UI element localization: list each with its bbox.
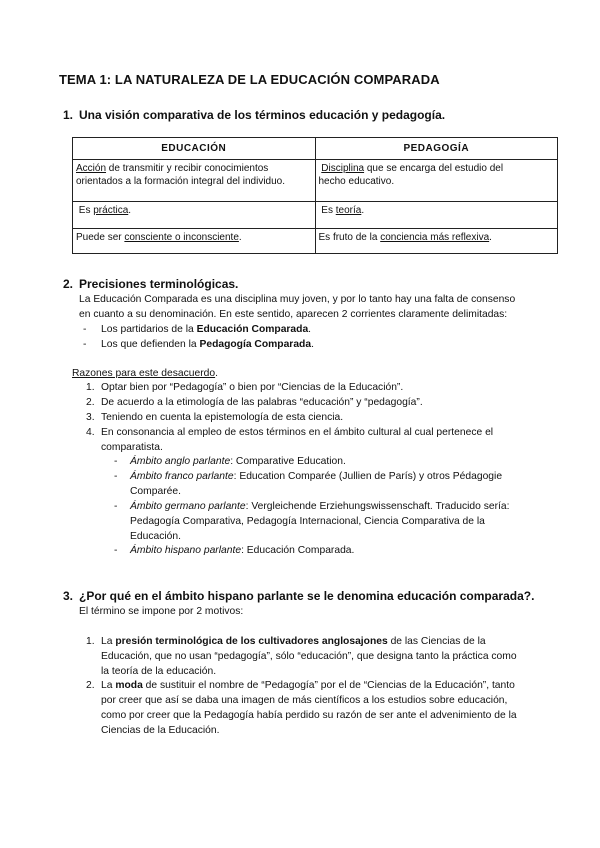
table-cell: Acción de transmitir y recibir conocimientos orientados a la formación integral del individuo.	[73, 160, 316, 202]
ambito-continuation: Comparée.	[130, 486, 181, 497]
list-item-continuation: por creer que así se daba una imagen de más científicos a los estudios sobre educación,	[101, 695, 508, 706]
dash-marker: -	[114, 501, 118, 512]
list-item-continuation: como por creer que la Pedagogía había perdido su razón de ser ante el advenimiento de la	[101, 710, 517, 721]
dash-marker: -	[114, 456, 118, 467]
list-item: De acuerdo a la etimología de las palabras “educación” y “pedagogía”.	[101, 397, 423, 408]
table-cell: Puede ser consciente o inconsciente.	[73, 229, 316, 254]
section1-number: 1.	[63, 108, 74, 122]
table-cell: Es teoría.	[315, 202, 558, 229]
dash-marker: -	[114, 471, 118, 482]
paragraph-line: en cuanto a su denominación. En este sentido, aparecen 2 corrientes claramente delimitadas:	[79, 309, 508, 320]
section3-number: 3.	[63, 589, 74, 603]
section1-heading: Una visión comparativa de los términos educación y pedagogía.	[79, 108, 446, 122]
ambito-item: Ámbito franco parlante: Education Comparée (Jullien de París) y otros Pédagogie	[130, 471, 503, 482]
ambito-item: Ámbito germano parlante: Vergleichende Erziehungswissenschaft. Traducido sería:	[130, 501, 510, 512]
table-cell: Disciplina que se encarga del estudio del hecho educativo.	[315, 160, 558, 202]
dash-marker: -	[83, 324, 87, 335]
section2-heading: Precisiones terminológicas.	[79, 277, 239, 291]
list-item: Los que defienden la Pedagogía Comparada.	[101, 339, 314, 350]
reasons-label: Razones para este desacuerdo.	[72, 368, 218, 379]
list-item-continuation: la teoría de la educación.	[101, 666, 217, 677]
list-number: 3.	[86, 412, 95, 423]
list-number: 2.	[86, 680, 95, 691]
list-number: 1.	[86, 382, 95, 393]
list-item: Optar bien por “Pedagogía” o bien por “Ciencias de la Educación”.	[101, 382, 404, 393]
comparison-table	[72, 137, 558, 254]
list-item: Teniendo en cuenta la epistemología de esta ciencia.	[101, 412, 344, 423]
list-item: La moda de sustituir el nombre de “Pedagogía” por el de “Ciencias de la Educación”, tanto	[101, 680, 515, 691]
list-item: En consonancia al empleo de estos términos en el ámbito cultural al cual pertenece el	[101, 427, 494, 438]
table-header-pedagogia: PEDAGOGÍA	[315, 138, 558, 160]
section3-intro: El término se impone por 2 motivos:	[79, 606, 244, 617]
table-cell: Es práctica.	[73, 202, 316, 229]
list-item-continuation: Educación, que no usan “pedagogía”, sólo “educación”, que designa tanto la práctica como	[101, 651, 517, 662]
list-item-continuation: comparatista.	[101, 442, 163, 453]
paragraph-line: La Educación Comparada es una disciplina muy joven, y por lo tanto hay una falta de consenso	[79, 294, 516, 305]
list-number: 2.	[86, 397, 95, 408]
section3-heading: ¿Por qué en el ámbito hispano parlante se le denomina educación comparada?.	[79, 589, 535, 603]
list-item-continuation: Ciencias de la Educación.	[101, 725, 220, 736]
section2-number: 2.	[63, 277, 74, 291]
list-number: 1.	[86, 636, 95, 647]
list-item: La presión terminológica de los cultivadores anglosajones de las Ciencias de la	[101, 636, 486, 647]
ambito-item: Ámbito anglo parlante: Comparative Education.	[130, 456, 346, 467]
ambito-continuation: Pedagogía Comparativa, Pedagogía Internacional, Ciencia Comparativa de la	[130, 516, 485, 527]
table-cell: Es fruto de la conciencia más reflexiva.	[315, 229, 558, 254]
dash-marker: -	[114, 545, 118, 556]
dash-marker: -	[83, 339, 87, 350]
list-number: 4.	[86, 427, 95, 438]
page-title: TEMA 1: LA NATURALEZA DE LA EDUCACIÓN COMPARADA	[59, 72, 440, 87]
ambito-item: Ámbito hispano parlante: Educación Comparada.	[130, 545, 355, 556]
list-item: Los partidarios de la Educación Comparada.	[101, 324, 312, 335]
table-header-educacion: EDUCACIÓN	[73, 138, 316, 160]
ambito-continuation: Educación.	[130, 531, 181, 542]
